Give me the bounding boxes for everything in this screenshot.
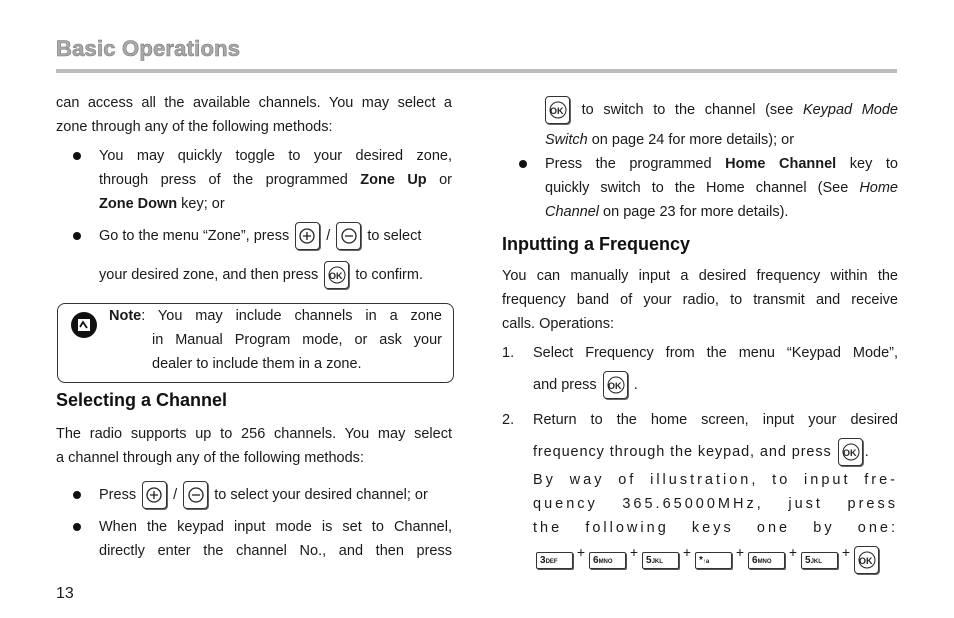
key-letters: ↑a <box>702 558 710 565</box>
bullet-press-keys <box>99 481 459 509</box>
text-span: key to <box>836 156 899 172</box>
key-letters: JKL <box>810 558 822 565</box>
text-span: You may include channels in a zone <box>157 308 442 324</box>
text-span: / <box>173 487 178 503</box>
bullet-line <box>545 176 898 200</box>
page-number: 13 <box>56 585 74 602</box>
svg-text:OK: OK <box>842 448 857 459</box>
note-line <box>109 304 442 328</box>
key-digit: 5 <box>646 554 652 566</box>
key-digit: 3 <box>540 554 546 566</box>
zone-down-key-name: Zone Down <box>99 196 178 212</box>
step-line: quency 365.65000MHz, just press <box>533 496 898 512</box>
plus-sign: + <box>682 544 692 560</box>
plus-sign: + <box>576 544 586 560</box>
bullet-line: When the keypad input mode is set to Channel, <box>99 519 452 535</box>
text-span: quickly switch to the Home channel (See <box>545 180 860 196</box>
bullet-keypad-channel <box>99 515 452 563</box>
bullet-dot <box>73 152 81 160</box>
svg-text:OK: OK <box>550 106 564 117</box>
ok-key-icon <box>324 261 349 289</box>
svg-text:OK: OK <box>329 271 343 282</box>
ok-key-icon <box>854 546 879 574</box>
paragraph-line: You can manually input a desired frequency within the <box>502 268 898 284</box>
ok-key-icon <box>545 96 570 124</box>
bullet-line <box>545 152 898 176</box>
note-text <box>109 304 442 376</box>
text-span: / <box>326 228 331 244</box>
continued-text <box>545 95 898 152</box>
bullet-line <box>99 192 452 216</box>
text-span: . <box>864 444 869 460</box>
paragraph-line: calls. Operations: <box>502 316 615 332</box>
text-span: frequency through the keypad, and press <box>533 444 832 460</box>
bullet-line: You may quickly toggle to your desired zone, <box>99 148 452 164</box>
bullet-line <box>99 258 459 290</box>
step-line: Select Frequency from the menu “Keypad Mode”, <box>533 345 898 361</box>
text-span: Press <box>99 487 137 503</box>
step-line: Return to the home screen, input your desired <box>533 412 898 428</box>
text-span: Channel <box>545 204 600 220</box>
note-line: in Manual Program mode, or ask your <box>152 332 442 348</box>
keypad-star-icon <box>695 552 732 569</box>
key-digit: * <box>699 554 703 566</box>
bullet-dot <box>519 160 527 168</box>
plus-sign: + <box>841 544 851 560</box>
text-span: your desired zone, and then press <box>99 267 319 283</box>
bullet-line <box>545 200 898 224</box>
keypad-6-icon <box>589 552 626 569</box>
step-line: the following keys one by one: <box>533 520 898 536</box>
keypad-6-icon <box>748 552 785 569</box>
key-letters: DEF <box>545 558 558 565</box>
ok-key-icon <box>603 371 628 399</box>
bullet-dot <box>73 232 81 240</box>
step-number: 2. <box>502 412 515 428</box>
section-heading-selecting-channel: Selecting a Channel <box>56 390 228 410</box>
text-span: on page 23 for more details). <box>599 204 789 220</box>
key-letters: JKL <box>651 558 663 565</box>
text-span: key; or <box>177 196 225 212</box>
bullet-line <box>99 168 452 192</box>
bullet-menu-zone <box>99 222 459 290</box>
paragraph-line: The radio supports up to 256 channels. You may select <box>56 426 452 442</box>
step-number: 1. <box>502 345 515 361</box>
text-span: and press <box>533 377 597 393</box>
key-digit: 6 <box>752 554 758 566</box>
text-span: Keypad Mode <box>802 102 898 118</box>
zone-up-key-name: Zone Up <box>360 172 427 188</box>
svg-text:OK: OK <box>607 381 622 392</box>
text-span: . <box>633 377 638 393</box>
bullet-dot <box>73 523 81 531</box>
key-digit: 6 <box>593 554 599 566</box>
down-key-icon <box>183 481 208 509</box>
up-key-icon <box>142 481 167 509</box>
keypad-5-icon <box>801 552 838 569</box>
paragraph-line <box>545 95 898 125</box>
text-span: Press the programmed <box>545 156 726 172</box>
step-line <box>533 436 898 468</box>
paragraph-line: a channel through any of the following methods: <box>56 450 364 466</box>
plus-sign: + <box>735 544 745 560</box>
paragraph-line <box>545 128 898 152</box>
bullet-zone-toggle <box>99 144 452 216</box>
header-rule <box>56 69 897 73</box>
text-span: or <box>426 172 452 188</box>
text-span: Go to the menu “Zone”, press <box>99 228 290 244</box>
key-letters: MNO <box>598 558 613 565</box>
down-key-icon <box>336 222 361 250</box>
up-key-icon <box>295 222 320 250</box>
bullet-home-channel <box>545 152 898 224</box>
key-letters: MNO <box>757 558 772 565</box>
input-paragraph <box>502 264 898 336</box>
text-span: to confirm. <box>355 267 423 283</box>
note-label: Note <box>109 308 142 324</box>
text-span: : <box>141 308 146 324</box>
keypad-3-icon <box>536 552 573 569</box>
bullet-line <box>99 222 459 250</box>
selecting-paragraph <box>56 422 452 470</box>
intro-paragraph <box>56 91 452 139</box>
step-2 <box>533 408 898 540</box>
section-heading-inputting-frequency: Inputting a Frequency <box>502 234 691 254</box>
paragraph-line: frequency band of your radio, to transmit and receive <box>502 292 898 308</box>
text-span: through press of the programmed <box>99 172 361 188</box>
bullet-line: directly enter the channel No., and then press <box>99 543 452 559</box>
key-digit: 5 <box>805 554 811 566</box>
text-span: Home <box>859 180 898 196</box>
step-1 <box>533 341 898 401</box>
step-line <box>533 369 898 401</box>
note-line: dealer to include them in a zone. <box>152 356 362 372</box>
plus-sign: + <box>629 544 639 560</box>
ok-key-label: OK <box>859 556 873 566</box>
plus-sign: + <box>788 544 798 560</box>
keypad-5-icon <box>642 552 679 569</box>
step-line: By way of illustration, to input fre- <box>533 472 898 488</box>
note-icon <box>70 311 98 339</box>
key-sequence <box>536 546 898 578</box>
intro-line-2: zone through any of the following methods: <box>56 119 333 135</box>
page-title: Basic Operations <box>56 36 241 61</box>
text-span: to switch to the channel (see <box>581 102 803 118</box>
text-span: to select <box>367 228 422 244</box>
intro-line-1: can access all the available channels. You may select a <box>56 95 452 111</box>
text-span: Switch <box>545 132 588 148</box>
text-span: on page 24 for more details); or <box>587 132 795 148</box>
bullet-dot <box>73 491 81 499</box>
text-span: to select your desired channel; or <box>214 487 428 503</box>
ok-key-icon <box>838 438 863 466</box>
home-channel-key-name: Home Channel <box>725 156 837 172</box>
